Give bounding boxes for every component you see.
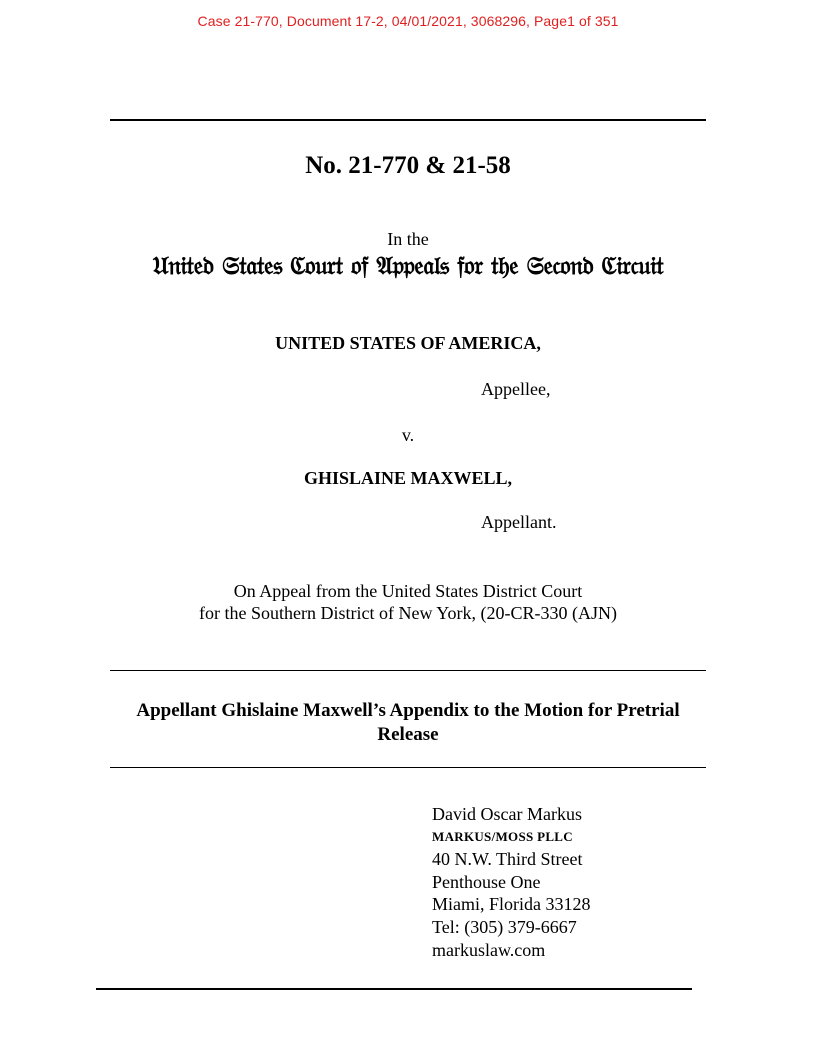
counsel-city: Miami, Florida 33128 — [432, 894, 591, 915]
case-header-stamp: Case 21-770, Document 17-2, 04/01/2021, 3068296, Page1 of 351 — [197, 13, 619, 29]
in-the-label: In the — [387, 229, 429, 249]
appellant-role: Appellant. — [481, 512, 557, 532]
counsel-name: David Oscar Markus — [432, 804, 582, 824]
counsel-firm: MARKUS/MOSS PLLC — [432, 828, 573, 844]
appellant-name: GHISLAINE MAXWELL, — [303, 468, 513, 488]
bottom-divider — [96, 988, 692, 990]
document-title: Appellant Ghislaine Maxwell’s Appendix to the Motion for Pretrial Release — [136, 700, 680, 745]
court-name: 𝔘𝔫𝔦𝔱𝔢𝔡 𝔖𝔱𝔞𝔱𝔢𝔰 ℭ𝔬𝔲𝔯𝔱 𝔬𝔣 𝔄𝔭𝔭𝔢𝔞𝔩𝔰 𝔣𝔬𝔯 𝔱𝔥𝔢 𝔖𝔢𝔠𝔬𝔫𝔡 ℭ𝔦𝔯𝔠𝔲𝔦𝔱 — [152, 251, 664, 280]
title-top-divider — [110, 670, 706, 671]
counsel-phone: Tel: (305) 379-6667 — [432, 916, 577, 937]
counsel-address-line2: Penthouse One — [432, 871, 541, 892]
appellee-role: Appellee, — [481, 379, 551, 399]
top-divider — [110, 119, 706, 121]
appellee-name: UNITED STATES OF AMERICA, — [275, 333, 541, 353]
counsel-address-line1: 40 N.W. Third Street — [432, 849, 583, 870]
versus-label: v. — [401, 425, 415, 445]
counsel-block — [432, 803, 591, 961]
counsel-website: markuslaw.com — [432, 939, 546, 960]
title-bottom-divider — [110, 767, 706, 768]
appeal-from — [0, 580, 816, 624]
appeal-from-line2: for the Southern District of New York, (20-CR-330 (AJN) — [199, 603, 617, 623]
appeal-from-line1: On Appeal from the United States District Court — [233, 581, 583, 601]
case-number: No. 21-770 & 21-58 — [305, 152, 511, 179]
